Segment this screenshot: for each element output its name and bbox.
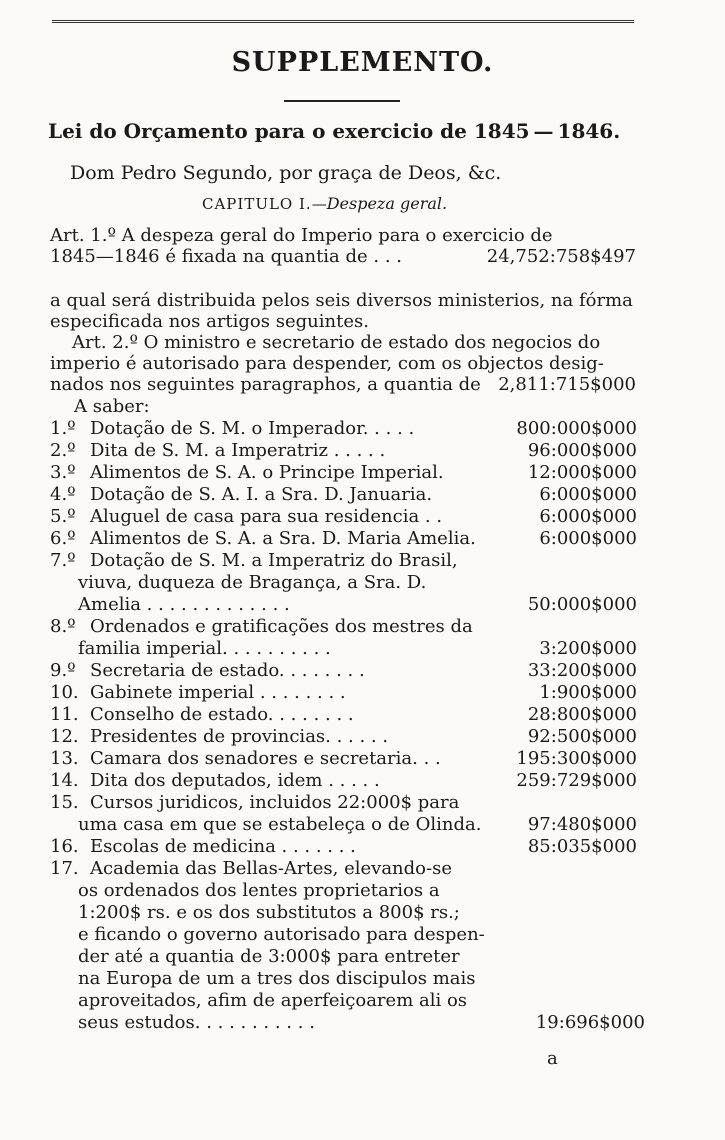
item-number: 1.º bbox=[50, 418, 76, 439]
item-text: Academia das Bellas-Artes, elevando-se bbox=[90, 858, 452, 879]
item-value: 6:000$000 bbox=[539, 484, 637, 505]
item-text: viuva, duqueza de Bragança, a Sra. D. bbox=[78, 572, 427, 593]
item-number: 17. bbox=[50, 858, 79, 879]
item-value: 19:696$000 bbox=[535, 1012, 645, 1033]
year-dash: — bbox=[533, 119, 554, 143]
item-value: 259:729$000 bbox=[516, 770, 637, 791]
preamble: Dom Pedro Segundo, por graça de Deos, &c. bbox=[70, 162, 502, 184]
item-text: Aluguel de casa para sua residencia . . bbox=[90, 506, 443, 527]
art1-line3: a qual será distribuida pelos seis diversos ministerios, na fórma bbox=[50, 290, 633, 311]
item-number: 16. bbox=[50, 836, 79, 857]
item-text: Alimentos de S. A. a Sra. D. Maria Amelia. bbox=[90, 528, 476, 549]
item-text: Gabinete imperial . . . . . . . . bbox=[90, 682, 346, 703]
item-text: Alimentos de S. A. o Principe Imperial. bbox=[90, 462, 444, 483]
item-number: 5.º bbox=[50, 506, 76, 527]
item-value: 1:900$000 bbox=[539, 682, 637, 703]
item-text: der até a quantia de 3:000$ para entreter bbox=[78, 946, 460, 967]
art1-amount: 24,752:758$497 bbox=[486, 246, 636, 267]
item-number: 6.º bbox=[50, 528, 76, 549]
item-number: 4.º bbox=[50, 484, 76, 505]
item-value: 50:000$000 bbox=[527, 594, 637, 615]
page-title: SUPPLEMENTO. bbox=[231, 47, 494, 78]
item-text: na Europa de um a tres dos discipulos mais bbox=[78, 968, 476, 989]
art2-line1: Art. 2.º O ministro e secretario de estado dos negocios do bbox=[72, 332, 601, 353]
item-value: 97:480$000 bbox=[527, 814, 637, 835]
item-number: 11. bbox=[50, 704, 79, 725]
item-value: 96:000$000 bbox=[527, 440, 637, 461]
item-text: Dotação de S. A. I. a Sra. D. Januaria. bbox=[90, 484, 433, 505]
top-double-rule bbox=[52, 20, 634, 23]
item-number: 14. bbox=[50, 770, 79, 791]
chapter-label: CAPITULO I. bbox=[202, 195, 312, 213]
item-number: 3.º bbox=[50, 462, 76, 483]
item-number: 12. bbox=[50, 726, 79, 747]
item-number: 8.º bbox=[50, 616, 76, 637]
item-text: e ficando o governo autorisado para despen- bbox=[78, 924, 485, 945]
art2-line4: A saber: bbox=[74, 396, 150, 417]
item-text: seus estudos. . . . . . . . . . . bbox=[78, 1012, 315, 1033]
item-text: Escolas de medicina . . . . . . . bbox=[90, 836, 356, 857]
item-number: 15. bbox=[50, 792, 79, 813]
art2-amount: 2,811:715$000 bbox=[498, 374, 636, 395]
item-value: 28:800$000 bbox=[527, 704, 637, 725]
item-text: os ordenados dos lentes proprietarios a bbox=[78, 880, 440, 901]
chapter-heading bbox=[202, 193, 447, 215]
art1-line2 bbox=[50, 246, 636, 267]
year-end: 1846. bbox=[557, 119, 621, 143]
item-number: 13. bbox=[50, 748, 79, 769]
item-text: Presidentes de provincias. . . . . . bbox=[90, 726, 389, 747]
item-text: Ordenados e gratificações dos mestres da bbox=[90, 616, 473, 637]
item-value: 92:500$000 bbox=[527, 726, 637, 747]
item-value: 800:000$000 bbox=[516, 418, 637, 439]
item-value: 6:000$000 bbox=[539, 506, 637, 527]
chapter-dash: — bbox=[311, 195, 327, 213]
item-text: uma casa em que se estabeleça o de Olinda. bbox=[78, 814, 482, 835]
item-number: 10. bbox=[50, 682, 79, 703]
law-heading bbox=[48, 121, 638, 142]
title-rule bbox=[284, 100, 400, 102]
item-number: 9.º bbox=[50, 660, 76, 681]
year-start: 1845 bbox=[473, 119, 530, 143]
item-text: aproveitados, afim de aperfeiçoarem ali os bbox=[78, 990, 468, 1011]
item-text: Cursos juridicos, incluidos 22:000$ para bbox=[90, 792, 460, 813]
item-value: 33:200$000 bbox=[527, 660, 637, 681]
item-text: Dita dos deputados, idem . . . . . bbox=[90, 770, 380, 791]
art2-line3-text: nados nos seguintes paragraphos, a quantia de bbox=[50, 374, 481, 395]
art1-line2-text: 1845—1846 é fixada na quantia de . . . bbox=[50, 246, 403, 267]
law-heading-text: Lei do Orçamento para o exercicio de bbox=[48, 119, 467, 143]
item-text: familia imperial. . . . . . . . . . bbox=[78, 638, 331, 659]
item-value: 85:035$000 bbox=[527, 836, 637, 857]
chapter-title: Despeza geral. bbox=[326, 194, 448, 213]
item-text: Dotação de S. M. a Imperatriz do Brasil, bbox=[90, 550, 458, 571]
art1-line4: especificada nos artigos seguintes. bbox=[50, 311, 369, 332]
item-number: 2.º bbox=[50, 440, 76, 461]
item-text: Dotação de S. M. o Imperador. . . . . bbox=[90, 418, 415, 439]
art2-line3 bbox=[50, 374, 636, 395]
item-value: 195:300$000 bbox=[516, 748, 637, 769]
item-text: Conselho de estado. . . . . . . . bbox=[90, 704, 354, 725]
item-text: Camara dos senadores e secretaria. . . bbox=[90, 748, 441, 769]
item-value: 12:000$000 bbox=[527, 462, 637, 483]
item-text: Amelia . . . . . . . . . . . . . bbox=[78, 594, 290, 615]
item-value: 3:200$000 bbox=[539, 638, 637, 659]
item-number: 7.º bbox=[50, 550, 76, 571]
item-text: Dita de S. M. a Imperatriz . . . . . bbox=[90, 440, 386, 461]
item-value: 6:000$000 bbox=[539, 528, 637, 549]
catchword: a bbox=[547, 1048, 558, 1069]
item-text: Secretaria de estado. . . . . . . . bbox=[90, 660, 365, 681]
art2-line2: imperio é autorisado para despender, com os objectos desig- bbox=[50, 353, 604, 374]
item-text: 1:200$ rs. e os dos substitutos a 800$ rs.; bbox=[78, 902, 460, 923]
art1-line1: Art. 1.º A despeza geral do Imperio para o exercicio de bbox=[50, 225, 553, 246]
